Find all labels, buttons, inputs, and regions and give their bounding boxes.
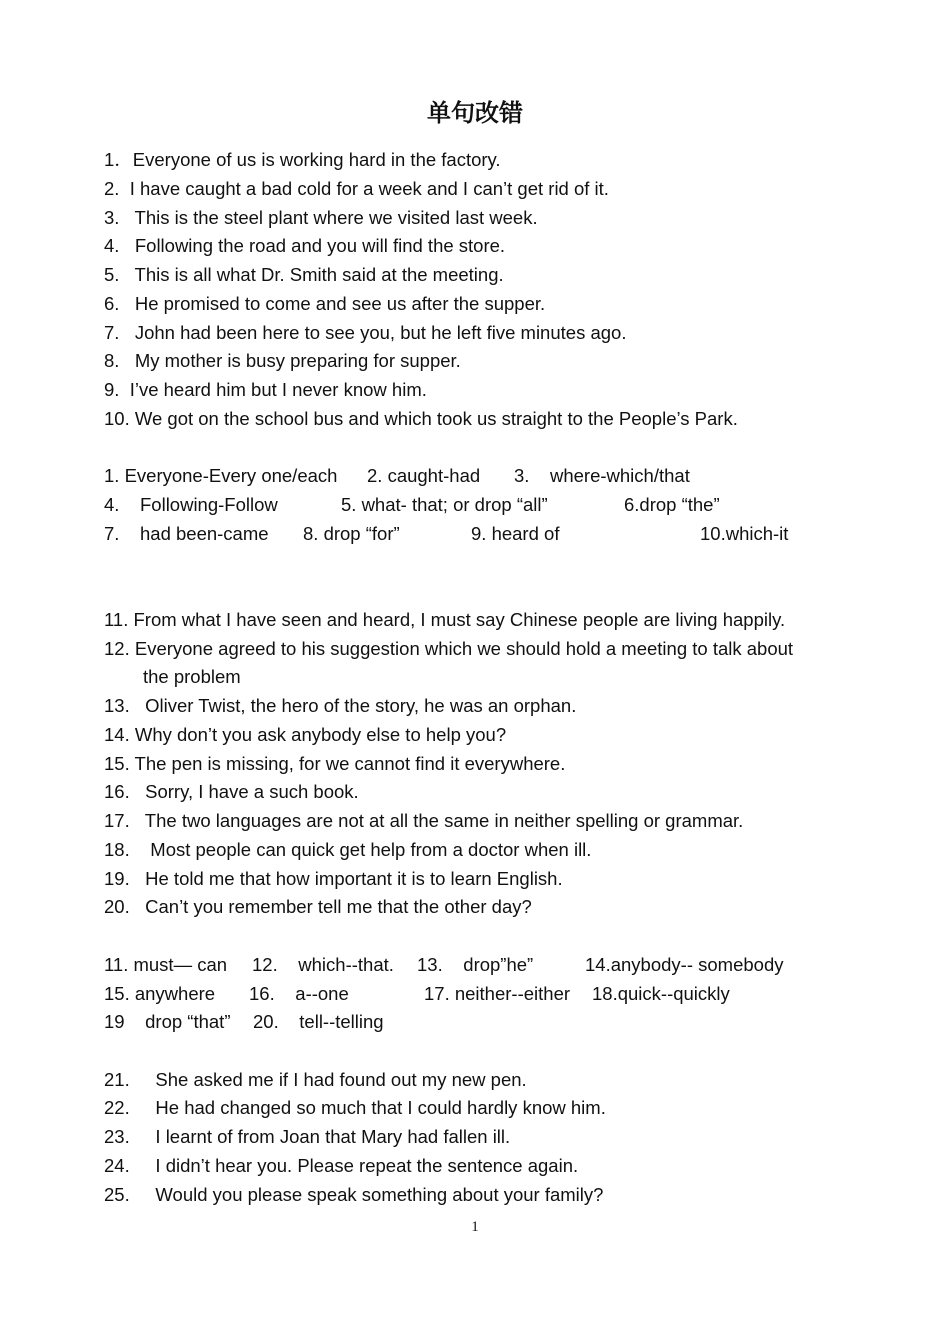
question-10: 10. We got on the school bus and which took us straight to the People’s Park. <box>104 408 738 429</box>
answer-17: 17. neither--either <box>424 983 571 1004</box>
answer-13: 13. drop”he” <box>417 954 534 975</box>
answer-2: 2. caught-had <box>367 465 481 486</box>
answer-18: 18.quick--quickly <box>592 983 730 1004</box>
question-22: 22. He had changed so much that I could hardly know him. <box>104 1097 606 1118</box>
answer-20: 20. tell--telling <box>253 1011 384 1032</box>
question-15: 15. The pen is missing, for we cannot find it everywhere. <box>104 753 566 774</box>
answer-5: 5. what- that; or drop “all” <box>341 494 548 515</box>
question-4: 4. Following the road and you will find the store. <box>104 235 506 256</box>
answer-11: 11. must— can <box>104 954 228 975</box>
question-24: 24. I didn’t hear you. Please repeat the sentence again. <box>104 1155 579 1176</box>
answer-16: 16. a--one <box>249 983 349 1004</box>
page-number: 1 <box>471 1219 479 1235</box>
page-title: 单句改错 <box>427 98 523 127</box>
question-8: 8. My mother is busy preparing for supper. <box>104 350 461 371</box>
question-13: 13. Oliver Twist, the hero of the story, he was an orphan. <box>104 695 577 716</box>
question-14: 14. Why don’t you ask anybody else to help you? <box>104 724 507 745</box>
question-17: 17. The two languages are not at all the same in neither spelling or grammar. <box>104 810 744 831</box>
answer-19: 19 drop “that” <box>104 1011 231 1032</box>
question-5: 5. This is all what Dr. Smith said at the meeting. <box>104 264 504 285</box>
question-16: 16. Sorry, I have a such book. <box>104 781 359 802</box>
answer-1: 1. Everyone-Every one/each <box>104 465 338 486</box>
question-1: 1．Everyone of us is working hard in the factory. <box>104 149 501 170</box>
question-21: 21. She asked me if I had found out my new pen. <box>104 1069 527 1090</box>
question-9: 9. I’ve heard him but I never know him. <box>104 379 427 400</box>
question-19: 19. He told me that how important it is to learn English. <box>104 868 563 889</box>
answer-7: 7. had been-came <box>104 523 269 544</box>
answer-6: 6.drop “the” <box>624 494 720 515</box>
question-20: 20. Can’t you remember tell me that the other day? <box>104 896 532 917</box>
question-12-continued: the problem <box>143 666 241 687</box>
answer-8: 8. drop “for” <box>303 523 400 544</box>
answer-3: 3. where-which/that <box>514 465 690 486</box>
question-12: 12. Everyone agreed to his suggestion which we should hold a meeting to talk about <box>104 638 794 659</box>
answer-12: 12. which--that. <box>252 954 394 975</box>
answer-15: 15. anywhere <box>104 983 216 1004</box>
question-23: 23. I learnt of from Joan that Mary had fallen ill. <box>104 1126 511 1147</box>
question-25: 25. Would you please speak something about your family? <box>104 1184 604 1205</box>
question-3: 3. This is the steel plant where we visited last week. <box>104 207 538 228</box>
question-7: 7. John had been here to see you, but he left five minutes ago. <box>104 322 627 343</box>
question-6: 6. He promised to come and see us after the supper. <box>104 293 546 314</box>
question-11: 11. From what I have seen and heard, I must say Chinese people are living happily. <box>104 609 786 630</box>
answer-14: 14.anybody-- somebody <box>585 954 784 975</box>
answer-10: 10.which-it <box>700 523 789 544</box>
question-18: 18. Most people can quick get help from a doctor when ill. <box>104 839 592 860</box>
question-2: 2. I have caught a bad cold for a week and I can’t get rid of it. <box>104 178 609 199</box>
answer-4: 4. Following-Follow <box>104 494 278 515</box>
answer-9: 9. heard of <box>471 523 560 544</box>
